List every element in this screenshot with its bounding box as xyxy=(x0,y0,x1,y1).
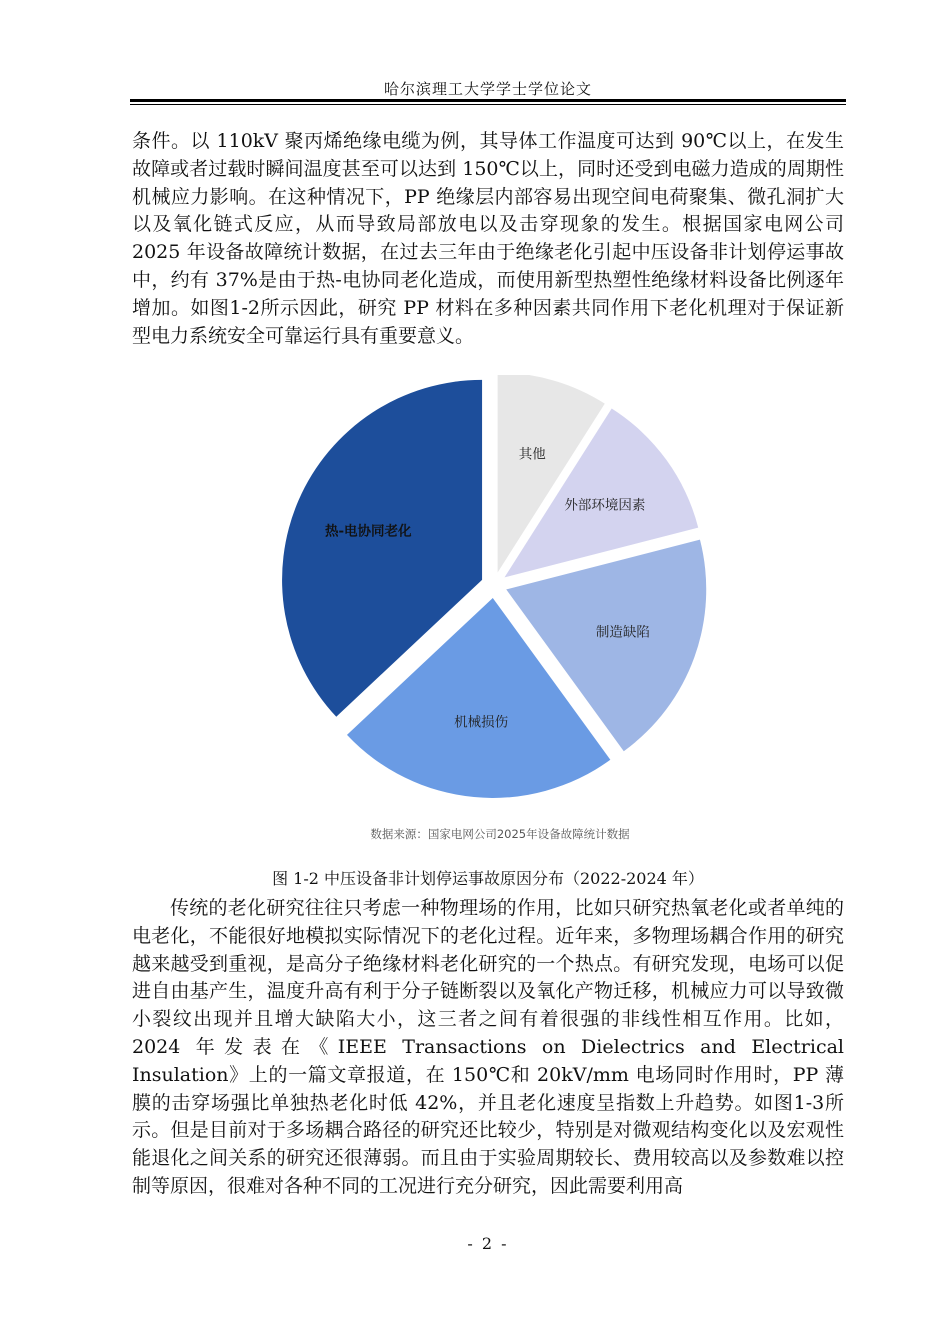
chart-source-note: 数据来源：国家电网公司2025年设备故障统计数据 xyxy=(370,827,630,841)
figure-caption: 图 1-2 中压设备非计划停运事故原因分布（2022-2024 年） xyxy=(272,869,704,888)
paragraph-2: 传统的老化研究往往只考虑一种物理场的作用，比如只研究热氧老化或者单纯的电老化，不能很好地模拟实际情况下的老化过程。近年来，多物理场耦合作用的研究越来越受到重视，是高分子绝缘材料老化研究的一个热点。有研究发现，电场可以促进自由基产生，温度升高有利于分子链断裂以及氧化产物迁移，机械应力可以导致微小裂纹出现并且增大缺陷大小，这三者之间有着很强的非线性相互作用。比如，2024 年发表在《IEEE Transactions on Dielectrics and Electrical Insulation》上的一篇文章报道，在 150℃和 20kV/mm 电场同时作用时，PP 薄膜的击穿场强比单独热老化时低 42%，并且老化速度呈指数上升趋势。如图1-3所示。但是目前对于多场耦合路径的研究还比较少，特别是对微观结构变化以及宏观性能退化之间关系的研究还很薄弱。而且由于实验周期较长、费用较高以及参数难以控制等原因，很难对各种不同的工况进行充分研究，因此需要利用高 xyxy=(132,897,844,1197)
pie-label-2: 制造缺陷 xyxy=(595,624,650,641)
pie-slices xyxy=(282,375,706,798)
pie-label-3: 机械损伤 xyxy=(454,714,509,731)
running-header: 哈尔滨理工大学学士学位论文 xyxy=(383,80,592,98)
header-rule-thick xyxy=(130,99,846,102)
pie-chart-figure xyxy=(280,375,720,855)
page-number: - 2 - xyxy=(467,1234,509,1253)
pie-label-1: 外部环境因素 xyxy=(564,497,646,514)
pie-label-4: 热-电协同老化 xyxy=(324,523,412,540)
paragraph-1: 条件。以 110kV 聚丙烯绝缘电缆为例，其导体工作温度可达到 90℃以上，在发生故障或者过载时瞬间温度甚至可以达到 150℃以上，同时还受到电磁力造成的周期性机械应力影响。在这种情况下，PP 绝缘层内部容易出现空间电荷聚集、微孔洞扩大以及氧化链式反应，从而导致局部放电以及击穿现象的发生。根据国家电网公司 2025 年设备故障统计数据，在过去三年由于绝缘老化引起中压设备非计划停运事故中，约有 37%是由于热-电协同老化造成，而使用新型热塑性绝缘材料设备比例逐年增加。如图1-2所示因此，研究 PP 材料在多种因素共同作用下老化机理对于保证新型电力系统安全可靠运行具有重要意义。 xyxy=(132,130,844,347)
header-rule-thin xyxy=(130,104,846,105)
pie-chart xyxy=(280,375,720,855)
pie-label-0: 其他 xyxy=(518,446,546,463)
